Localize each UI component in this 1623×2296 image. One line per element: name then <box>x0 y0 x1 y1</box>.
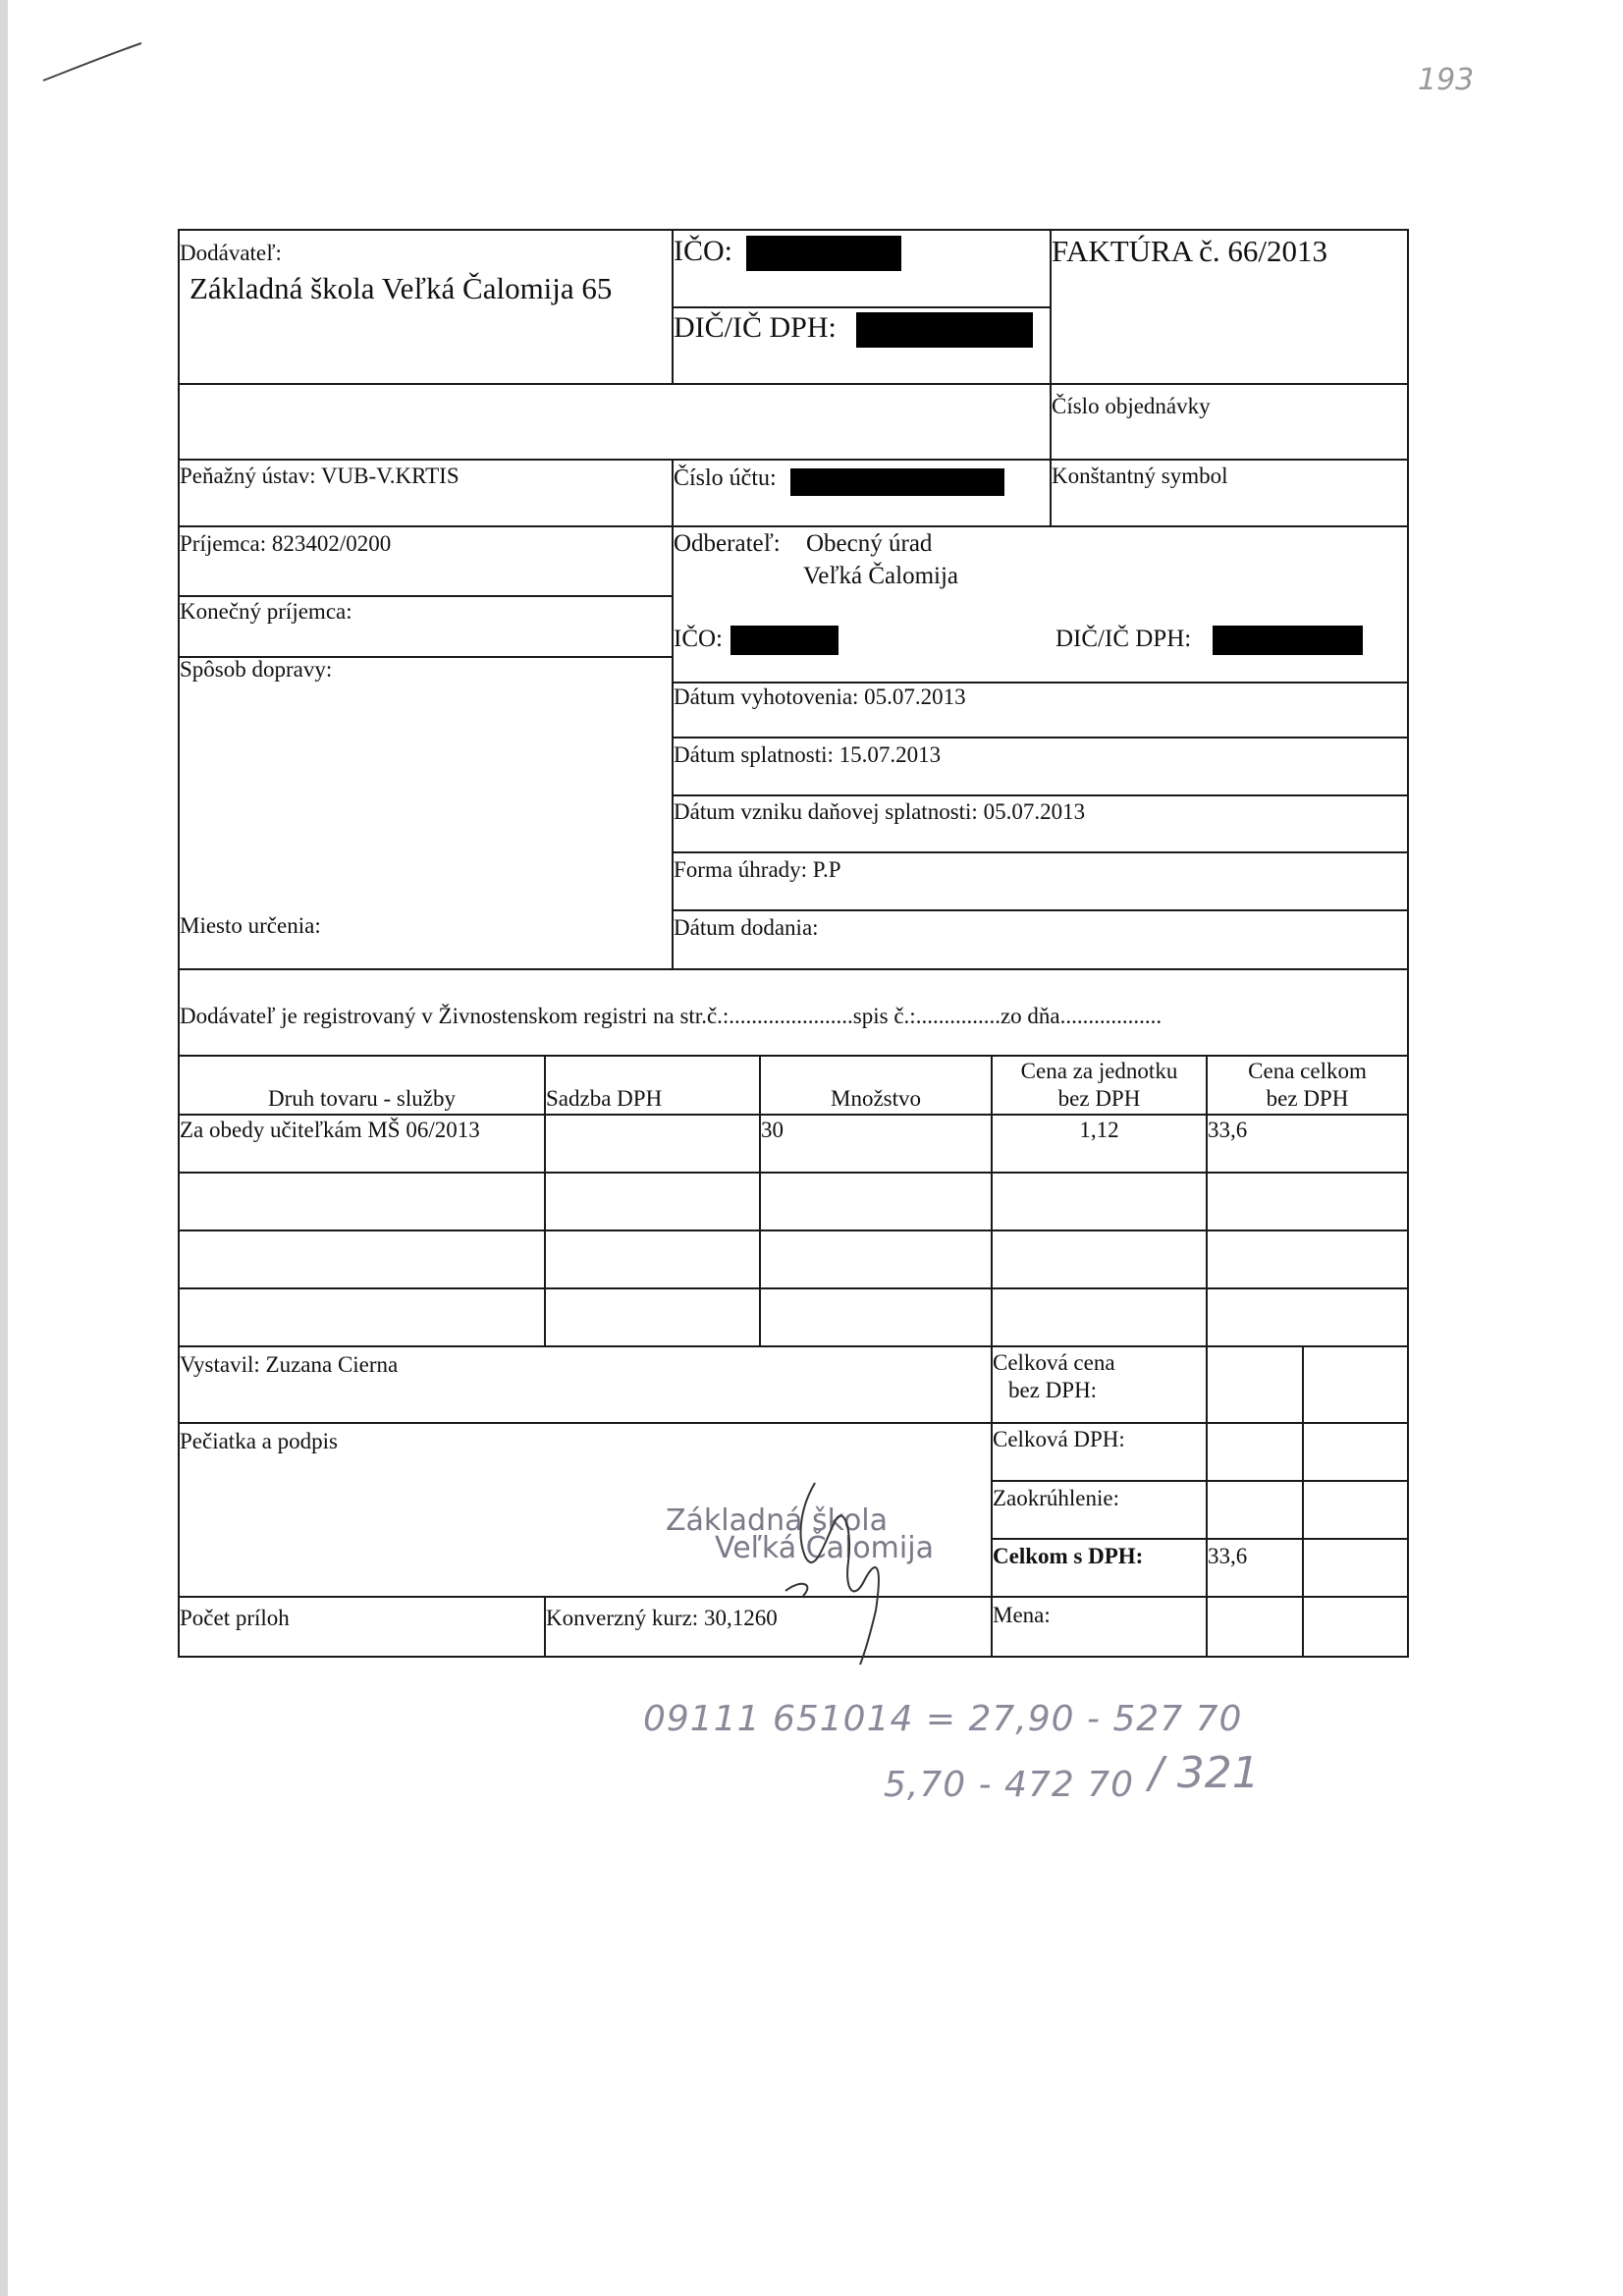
redacted-supplier-ico <box>746 236 901 271</box>
pen-stroke-mark <box>39 39 147 88</box>
item-total: 33,6 <box>1208 1118 1248 1142</box>
supplier-name: Základná škola Veľká Čalomija 65 <box>189 271 613 305</box>
buyer-dic-label: DIČ/IČ DPH: <box>1055 626 1192 652</box>
destination-label: Miesto určenia: <box>180 913 321 938</box>
supplier-ico-label: IČO: <box>674 235 732 267</box>
total-with-vat-label: Celkom s DPH: <box>993 1544 1144 1568</box>
total-with-vat-value: 33,6 <box>1208 1544 1248 1568</box>
unit-price-line1: Cena za jednotku <box>1020 1059 1178 1083</box>
stamp-signature-label: Pečiatka a podpis <box>180 1429 338 1453</box>
constant-symbol-label: Konštantný symbol <box>1052 464 1228 488</box>
registration-line: Dodávateľ je registrovaný v Živnostenskom registri na str.č.:......................spis č.:...............zo dňa.................. <box>180 1004 1163 1028</box>
currency-label: Mena: <box>993 1603 1051 1627</box>
signature-scribble <box>746 1463 913 1669</box>
tax-point-date: Dátum vzniku daňovej splatnosti: 05.07.2013 <box>674 799 1086 824</box>
total-without-vat-line2: bez DPH: <box>1008 1378 1098 1402</box>
invoice-title: FAKTÚRA č. 66/2013 <box>1052 234 1328 268</box>
buyer-name-line2: Veľká Čalomija <box>803 563 959 589</box>
buyer-name-line1: Obecný úrad <box>806 530 933 557</box>
order-number-label: Číslo objednávky <box>1052 394 1211 418</box>
supplier-label: Dodávateľ: <box>180 241 282 265</box>
due-date: Dátum splatnosti: 15.07.2013 <box>674 742 942 767</box>
issue-date: Dátum vyhotovenia: 05.07.2013 <box>674 684 966 709</box>
total-without-vat-label <box>993 1349 1115 1404</box>
total-without-vat-line1: Celková cena <box>993 1350 1115 1375</box>
buyer-label: Odberateľ: <box>674 530 781 557</box>
handwritten-note-line2: 5,70 - 472 70 <box>884 1765 1134 1805</box>
supplier-dic-label: DIČ/IČ DPH: <box>674 311 837 344</box>
total-line1: Cena celkom <box>1248 1059 1367 1083</box>
column-header-description: Druh tovaru - služby <box>268 1086 456 1111</box>
account-number-label: Číslo účtu: <box>674 465 777 491</box>
bank-label: Peňažný ústav: VUB-V.KRTIS <box>180 464 460 488</box>
column-header-total <box>1208 1058 1407 1113</box>
stamp-line2: Veľká Čalomija <box>715 1531 934 1565</box>
handwritten-note-line2-suffix: / 321 <box>1149 1748 1260 1798</box>
redacted-supplier-dic <box>856 312 1033 348</box>
total-line2: bez DPH <box>1266 1086 1349 1111</box>
column-header-quantity: Množstvo <box>831 1086 921 1111</box>
delivery-date: Dátum dodania: <box>674 915 819 940</box>
handwritten-note-line1: 09111 651014 = 27,90 - 527 70 <box>643 1699 1243 1739</box>
rounding-label: Zaokrúhlenie: <box>993 1486 1120 1510</box>
total-vat-label: Celková DPH: <box>993 1427 1125 1451</box>
item-quantity: 30 <box>761 1118 784 1142</box>
redacted-account-number <box>790 468 1004 496</box>
recipient-label: Príjemca: 823402/0200 <box>180 531 392 556</box>
stamp-line1: Základná škola <box>666 1503 889 1538</box>
column-header-unit-price <box>993 1058 1206 1113</box>
scan-edge <box>0 0 8 2296</box>
handwritten-page-number: 193 <box>1418 63 1475 97</box>
unit-price-line2: bez DPH <box>1057 1086 1141 1111</box>
buyer-ico-label: IČO: <box>674 626 723 652</box>
payment-form: Forma úhrady: P.P <box>674 857 841 882</box>
item-unit-price: 1,12 <box>1079 1118 1119 1142</box>
item-description: Za obedy učiteľkám MŠ 06/2013 <box>180 1118 480 1142</box>
column-header-vat-rate: Sadzba DPH <box>546 1086 663 1111</box>
attachments-label: Počet príloh <box>180 1606 290 1630</box>
final-recipient-label: Konečný príjemca: <box>180 599 352 624</box>
redacted-buyer-ico <box>730 626 839 655</box>
issued-by: Vystavil: Zuzana Cierna <box>180 1352 399 1377</box>
redacted-buyer-dic <box>1213 626 1363 655</box>
transport-label: Spôsob dopravy: <box>180 657 333 682</box>
conversion-rate: Konverzný kurz: 30,1260 <box>546 1606 778 1630</box>
